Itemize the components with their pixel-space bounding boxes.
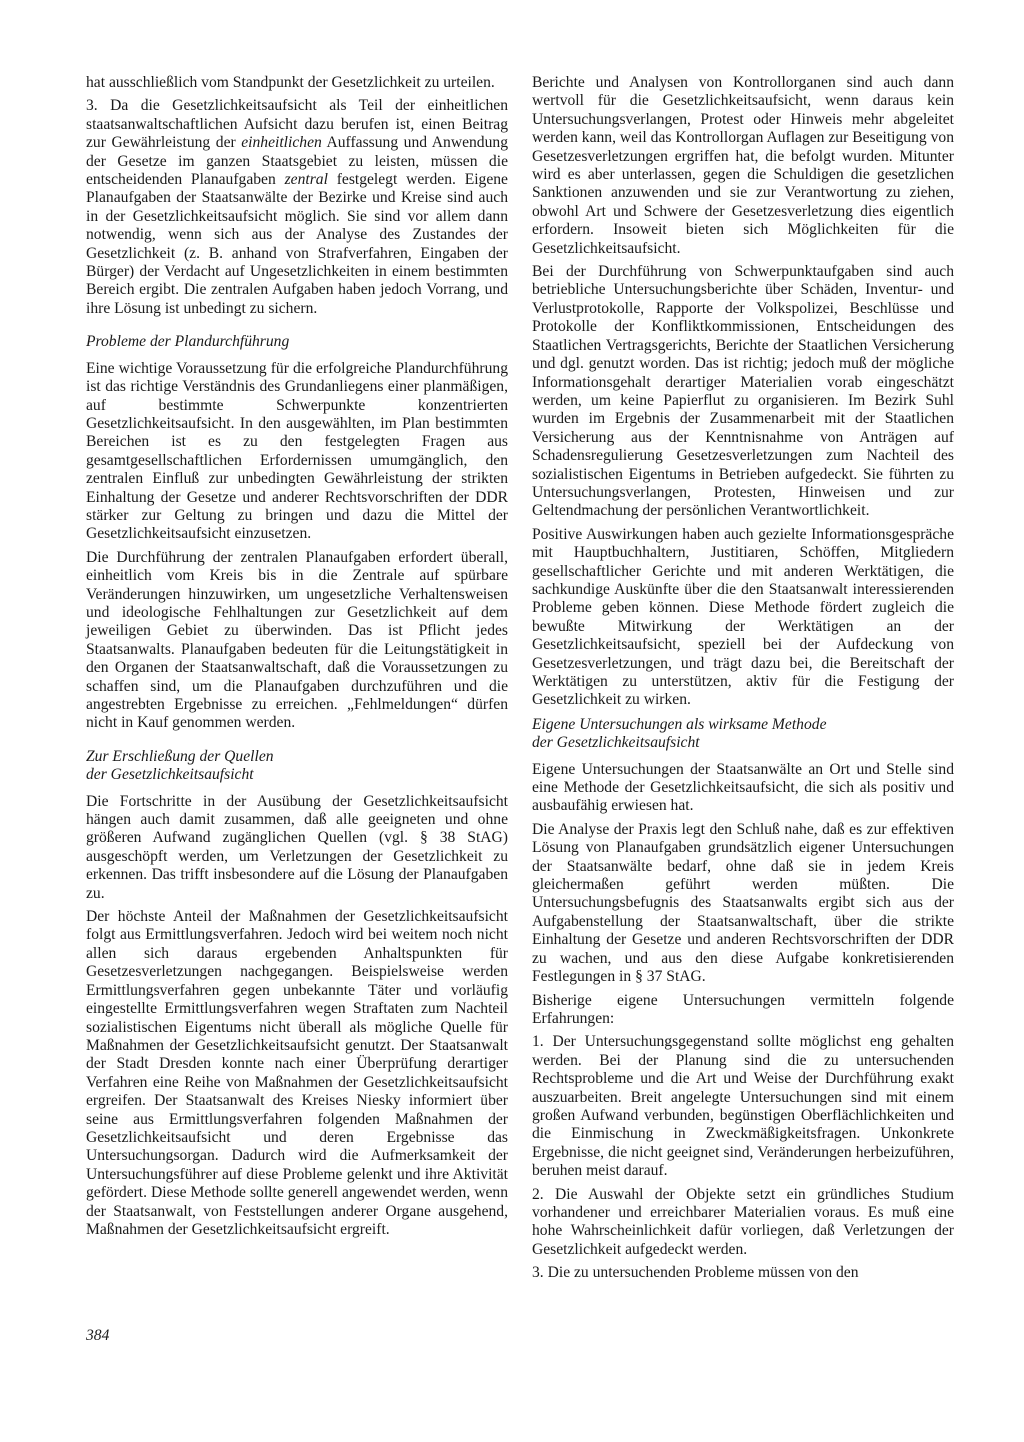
heading-line: Zur Erschließung der Quellen	[86, 747, 274, 765]
paragraph: Der höchste Anteil der Maßnahmen der Gesetzlichkeitsaufsicht folgt aus Ermittlungsverfahren. Jedoch wird bei weitem noch nicht allen sich daraus ergebenden Anhaltspunkten für Gesetzesverletzungen nachgegangen. Beispielsweise werden Ermittlungsverfahren gegen unbekannte Täter und vorläufig eingestellte Ermittlungsverfahren wegen Straftaten zum Nachteil sozialistischen Eigentums nicht überall als mögliche Quelle für Maßnahmen der Gesetzlichkeitsaufsicht genutzt. Der Staatsanwalt der Stadt Dresden konnte nach einer Überprüfung derartiger Verfahren eine Reihe von Maßnahmen der Gesetzlichkeitsaufsicht ergreifen. Der Staatsanwalt des Kreises Niesky informiert über seine aus Ermittlungsverfahren folgenden Maßnahmen der Gesetzlichkeitsaufsicht und deren Ergebnisse das Untersuchungsorgan. Dadurch wird die Aufmerksamkeit der Untersuchungsführer auf diese Probleme gelenkt und ihre Aktivität gefördert. Diese Methode sollte generell angewendet werden, wenn der Staatsanwalt, von Feststellungen anderer Organe ausgehend, Maßnahmen der Gesetzlichkeitsaufsicht ergreift.	[86, 908, 508, 1238]
paragraph	[86, 97, 508, 318]
paragraph: Berichte und Analysen von Kontrollorganen sind auch dann wertvoll für die Gesetzlichkeitsaufsicht, wenn daraus kein Untersuchungsverlangen, Protest oder Hinweis mehr abgeleitet werden kann, weil das Kontrollorgan Auflagen zur Beseitigung von Gesetzesverletzungen ergriffen hat, die befolgt wurden. Mitunter wird es aber unterlassen, gegen die Schuldigen die gesetzlichen Sanktionen anzuwenden und sie zur Verantwortung zu ziehen, obwohl Art und Schwere der Gesetzesverletzung dies eigentlich erfordern. Insoweit bieten sich Möglichkeiten für die Gesetzlichkeitsaufsicht.	[532, 74, 954, 257]
paragraph: Die Analyse der Praxis legt den Schluß nahe, daß es zur effektiven Lösung von Planaufgaben grundsätzlich eigener Untersuchungen der Staatsanwälte bedarf, ohne daß sie in jedem Kreis gleichermaßen geführt werden müßten. Die Untersuchungsbefugnis des Staatsanwalts ergibt sich aus der Aufgabenstellung der Staatsanwaltschaft, über die strikte Einhaltung der Gesetze und anderen Rechtsvorschriften der DDR zu wachen, und aus den diese Aufgabe konkretisierenden Festlegungen in § 37 StAG.	[532, 820, 954, 986]
paragraph: Eine wichtige Voraussetzung für die erfolgreiche Plandurchführung ist das richtige Verständnis des Grundanliegens einer planmäßigen, auf bestimmte Schwerpunkte konzentrierten Gesetzlichkeitsaufsicht. In den ausgewählten, im Plan bestimmten Bereichen ist es zu den festgelegten Fragen aus gesamtgesellschaftlichen Erfordernissen umumgänglich, den zentralen Einfluß zur unbedingten Gewährleistung der strikten Einhaltung der Gesetze und anderer Rechtsvorschriften der DDR stärker zur Geltung zu bringen und dazu die Mittel der Gesetzlichkeitsaufsicht einzusetzen.	[86, 359, 508, 543]
page-number: 384	[86, 1327, 110, 1344]
paragraph: 1. Der Untersuchungsgegenstand sollte möglichst eng gehalten werden. Bei der Planung sind die zu untersuchenden Rechtsprobleme und die Art und Weise der Durchführung exakt auszuarbeiten. Breit angelegte Untersuchungen sind mit einem großen Aufwand verbunden, begünstigen Oberflächlichkeiten und die Einmischung in Zweckmäßigkeitsfragen. Unkonkrete Ergebnisse, die nicht geeignet sind, Veränderungen herbeizuführen, beruhen meist darauf.	[532, 1033, 954, 1180]
heading-line: der Gesetzlichkeitsaufsicht	[86, 766, 254, 784]
paragraph: Die Durchführung der zentralen Planaufgaben erfordert überall, einheitlich vom Kreis bis in die Zentrale auf spürbare Veränderungen hinzuwirken, um ungesetzliche Verhaltensweisen und ideologische Fehlhaltungen zur Gesetzlichkeit auf dem jeweiligen Gebiet zu überwinden. Das ist Pflicht jedes Staatsanwalts. Planaufgaben bedeuten für die Leitungstätigkeit in den Organen der Staatsanwaltschaft, daß die Voraussetzungen zu schaffen sind, um die Planaufgaben durchzuführen und die angestrebten Ergebnisse zu erreichen. „Fehlmeldungen“ dürfen nicht in Kauf genommen werden.	[86, 548, 508, 732]
paragraph: Die Fortschritte in der Ausübung der Gesetzlichkeitsaufsicht hängen auch damit zusammen, daß alle geeigneten und ohne größeren Aufwand zugänglichen Quellen (vgl. § 38 StAG) ausgeschöpft werden, um Verletzungen der Gesetzlichkeit zu erkennen. Das trifft insbesondere auf die Lösung der Planaufgaben zu.	[86, 792, 508, 902]
text-run: 3. Da die Gesetzlichkeitsaufsicht als Teil der einheitlichen staatsanwaltschaftlichen Aufsicht dazu berufen ist, einen Beitrag zur Gewährleistung der	[86, 97, 508, 152]
paragraph: 3. Die zu untersuchenden Probleme müssen von den	[532, 1264, 859, 1282]
section-heading	[532, 716, 954, 753]
right-column	[532, 74, 954, 1288]
heading-line: der Gesetzlichkeitsaufsicht	[532, 734, 700, 752]
paragraph: 2. Die Auswahl der Objekte setzt ein gründliches Studium vorhandener und erreichbarer Materialien voraus. Es muß eine hohe Wahrscheinlichkeit dafür vorliegen, daß Verletzungen der Gesetzlichkeit aufgedeckt werden.	[532, 1185, 954, 1258]
paragraph: Positive Auswirkungen haben auch gezielte Informationsgespräche mit Hauptbuchhaltern, Justitiaren, Schöffen, Mitgliedern gesellschaftlicher Gerichte und mit anderen Werktätigen, die sachkundige Auskünfte über die den Staatsanwalt interessierenden Probleme geben können. Diese Methode fördert zugleich die bewußte Mitwirkung der Werktätigen an der Gesetzlichkeitsaufsicht, speziell bei der Aufdeckung von Gesetzesverletzungen, und trägt dazu bei, die Bereitschaft der Werktätigen zu unterstützen, aktiv für die Festigung der Gesetzlichkeit zu wirken.	[532, 525, 954, 709]
paragraph: Bei der Durchführung von Schwerpunktaufgaben sind auch betriebliche Untersuchungsberichte über Schäden, Inventur- und Verlustprotokolle, Rapporte der Volkspolizei, Beschlüsse und Protokolle der Konfliktkommissionen, Entscheidungen des Staatlichen Vertragsgerichts, Berichte der Staatlichen Versicherung und dgl. genutzt worden. Das ist richtig; jedoch muß der mögliche Informationsgehalt derartiger Materialien vorab eingeschätzt werden, um keine Papierflut zu organisieren. Im Bezirk Suhl wurden im Ergebnis der Zusammenarbeit mit der Staatlichen Versicherung aus der Kenntnisnahme von Anträgen auf Schadensregulierung Gesetzesverletzungen zum Nachteil des sozialistischen Eigentums in Betrieben aufgedeckt. Sie führten zu Untersuchungsverlangen, Protesten, Hinweisen und zur Geltendmachung der persönlichen Verantwortlichkeit.	[532, 263, 954, 520]
emphasis-text: zentral	[284, 171, 328, 189]
emphasis-text: einheitlichen	[241, 134, 322, 152]
paragraph: Bisherige eigene Untersuchungen vermitteln folgende Erfahrungen:	[532, 991, 954, 1027]
heading-line: Eigene Untersuchungen als wirksame Methode	[532, 715, 827, 733]
text-run: Auffassung und Anwendung der Gesetze im ganzen Staatsgebiet zu leisten, müssen die entscheidenden Planaufgaben	[86, 134, 508, 189]
paragraph: hat ausschließlich vom Standpunkt der Gesetzlichkeit zu urteilen.	[86, 74, 495, 91]
section-heading	[86, 748, 508, 785]
paragraph: Eigene Untersuchungen der Staatsanwälte an Ort und Stelle sind eine Methode der Gesetzlichkeitsaufsicht, die sich als positiv und ausbaufähig erwiesen hat.	[532, 760, 954, 815]
text-run: festgelegt werden. Eigene Planaufgaben der Staatsanwälte der Bezirke und Kreise sind auch in der Gesetzlichkeitsaufsicht möglich. Sie sind vor allem dann notwendig, wenn sich aus der Analyse des Zustandes der Gesetzlichkeit (z. B. anhand von Strafverfahren, Eingaben der Bürger) der Verdacht auf Ungesetzlichkeiten in einem bestimmten Bereich ergibt. Die zentralen Aufgaben haben jedoch Vorrang, und ihre Lösung ist unbedingt zu sichern.	[86, 171, 508, 317]
left-column	[86, 74, 508, 1244]
section-heading: Probleme der Plandurchführung	[86, 333, 290, 351]
